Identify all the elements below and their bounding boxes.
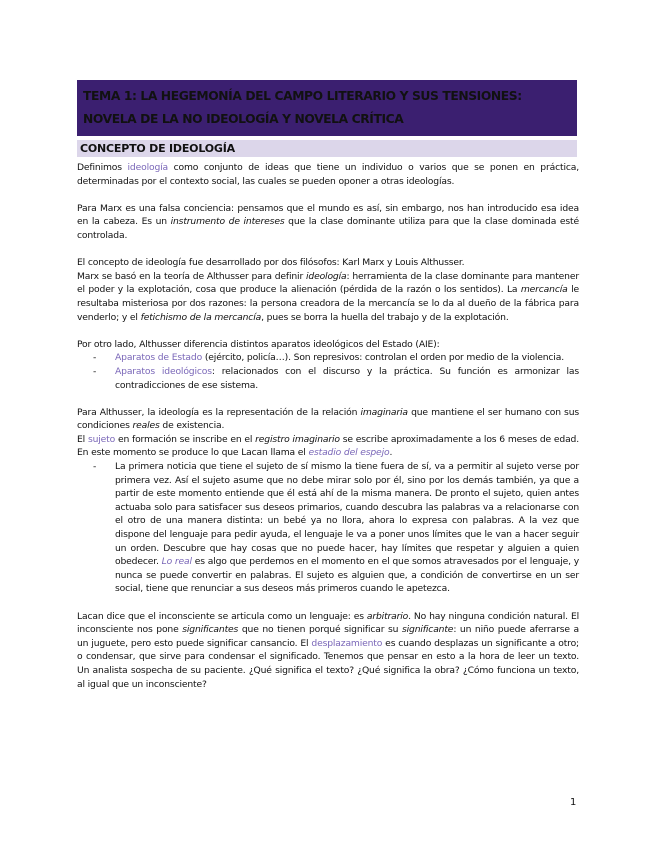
paragraph-gap	[77, 596, 579, 610]
text-run: le resultaba misteriosa por dos razones: la persona creadora de la mercancía se lo da al dueño de la fábrica para venderlo; y el	[77, 284, 579, 323]
title-banner	[77, 80, 577, 136]
paragraph-marx-theory	[77, 270, 579, 324]
text-run: Definimos	[77, 162, 128, 173]
highlighted-term: desplazamiento	[311, 637, 383, 649]
italic-term: mercancía	[520, 284, 568, 296]
italic-term: significante	[402, 624, 454, 636]
italic-term: registro imaginario	[255, 433, 340, 445]
italic-term: significantes	[182, 624, 239, 636]
paragraph-gap	[77, 243, 579, 257]
text-run: Para Althusser, la ideología es la representación de la relación	[77, 406, 361, 418]
highlighted-term: Aparatos ideológicos	[115, 365, 212, 377]
text-run: Marx se basó en la teoría de Althusser para definir	[77, 270, 306, 282]
italic-term: arbitrario	[366, 610, 409, 622]
title-line-1: TEMA 1: LA HEGEMONÍA DEL CAMPO LITERARIO Y SUS TENSIONES:	[83, 89, 522, 103]
text-run: : relacionados con el discurso y la práctica. Su función es armonizar las contradicciones de ese sistema.	[115, 365, 580, 391]
page-number: 1	[570, 797, 577, 808]
list-item	[115, 460, 579, 596]
text-run: Para Marx es una falsa conciencia: pensamos que el mundo es así, sin embargo, nos han introducido esa idea en la cabeza. Es un	[77, 202, 579, 228]
paragraph-lacan	[77, 610, 579, 692]
text-run: : herramienta de la clase dominante para mantener el poder y la explotación, cosa que produce la alienación (pérdida de la razón o los sentidos). La	[77, 270, 579, 296]
text-run: La primera noticia que tiene el sujeto de sí mismo la tiene fuera de sí, va a permitir al sujeto verse por primera vez. Así el sujeto asume que no debe mirar solo por él, sino por los demás también, ya que a partir de este momento entiende que él está ahí de la misma manera. De pronto el sujeto, quien antes actuaba solo para satisfacer sus deseos primarios, cuando descubra las palabras va a relacionarse con el otro de una manera distinta: un bebé ya no llora, ahora lo expresa con palabras. A la vez que dispone del lenguaje para pedir ayuda, el lenguaje le va a poner unos límites que le van a hacer seguir un orden. Descubre que hay cosas que no puede hacer, hay límites que respetar y alguien a quien obedecer.	[115, 461, 579, 568]
paragraph-gap	[77, 392, 579, 406]
italic-term: reales	[132, 420, 160, 432]
title-line-2: NOVELA DE LA NO IDEOLOGÍA Y NOVELA CRÍTICA	[83, 112, 404, 126]
list-item	[115, 351, 579, 365]
paragraph-marx	[77, 202, 579, 243]
aie-list	[77, 351, 579, 392]
italic-term: fetichismo de la mercancía	[140, 311, 262, 323]
paragraph-definition	[77, 161, 579, 188]
text-run: que la clase dominante utiliza para que la clase dominada esté controlada.	[77, 216, 579, 241]
paragraph-philosophers: El concepto de ideología fue desarrollado por dos filósofos: Karl Marx y Louis Althusser.	[77, 257, 465, 269]
sujeto-list	[77, 460, 579, 596]
highlighted-term: Aparatos de Estado	[115, 352, 203, 364]
italic-term: imaginaria	[360, 406, 408, 418]
text-run: es algo que perdemos en el momento en el que somos atravesados por el lenguaje, y nunca se puede convertir en palabras. El sujeto es alguien que, a condición de convertirse en un ser social, tiene que renunciar a sus deseos más primeros cuando le apetezca.	[115, 556, 579, 595]
highlighted-term: ideología	[127, 162, 169, 173]
paragraph-sujeto	[77, 433, 579, 460]
paragraph-althusser	[77, 406, 579, 433]
text-run: (ejército, policía…). Son represivos: controlan el orden por medio de la violencia.	[202, 352, 564, 364]
text-run: Lacan dice que el inconsciente se articula como un lenguaje: es	[77, 610, 367, 622]
body-text	[77, 161, 579, 691]
paragraph-aie-intro: Por otro lado, Althusser diferencia distintos aparatos ideológicos del Estado (AIE):	[77, 338, 440, 350]
paragraph-gap	[77, 324, 579, 338]
text-run: . No hay ninguna condición natural. El inconsciente nos pone	[77, 610, 580, 636]
text-run: El	[77, 433, 88, 445]
highlighted-term: Lo real	[161, 556, 192, 568]
text-run: : un niño puede aferrarse a un juguete, pero esto puede significar cansancio. El	[77, 624, 579, 649]
text-run: .	[389, 447, 393, 459]
text-run: es cuando desplazas un significante a otro; o condensar, que sirve para condensar el significado. Tenemos que pensar en esto a la hora de leer un texto. Un analista sospecha de su paciente. ¿Qué significa el texto? ¿Qué significa la obra? ¿Cómo funciona un texto, al igual que un inconsciente?	[77, 637, 579, 690]
text-run: en formación se inscribe en el	[115, 433, 256, 445]
text-run: se escribe aproximadamente a los 6 meses de edad. En este momento se produce lo que Lacan llama el	[77, 433, 580, 459]
paragraph-gap	[77, 188, 579, 202]
highlighted-term: estadio del espejo	[308, 447, 390, 459]
text-run: que mantiene el ser humano con sus condiciones	[77, 406, 580, 432]
italic-term: instrumento de intereses	[170, 216, 285, 228]
text-run: como conjunto de ideas que tiene un individuo o varios que se ponen en práctica, determinadas por el contexto social, las cuales se pueden oponer a otras ideologías.	[77, 162, 580, 187]
italic-term: ideología	[306, 270, 347, 282]
list-item	[115, 365, 579, 392]
highlighted-term: sujeto	[87, 433, 116, 445]
text-run: que no tienen porqué significar su	[238, 624, 403, 636]
section-heading: CONCEPTO DE IDEOLOGÍA	[80, 142, 235, 155]
text-run: de existencia.	[159, 420, 225, 432]
text-run: , pues se borra la huella del trabajo y de la explotación.	[261, 311, 509, 323]
section-banner	[77, 140, 577, 157]
